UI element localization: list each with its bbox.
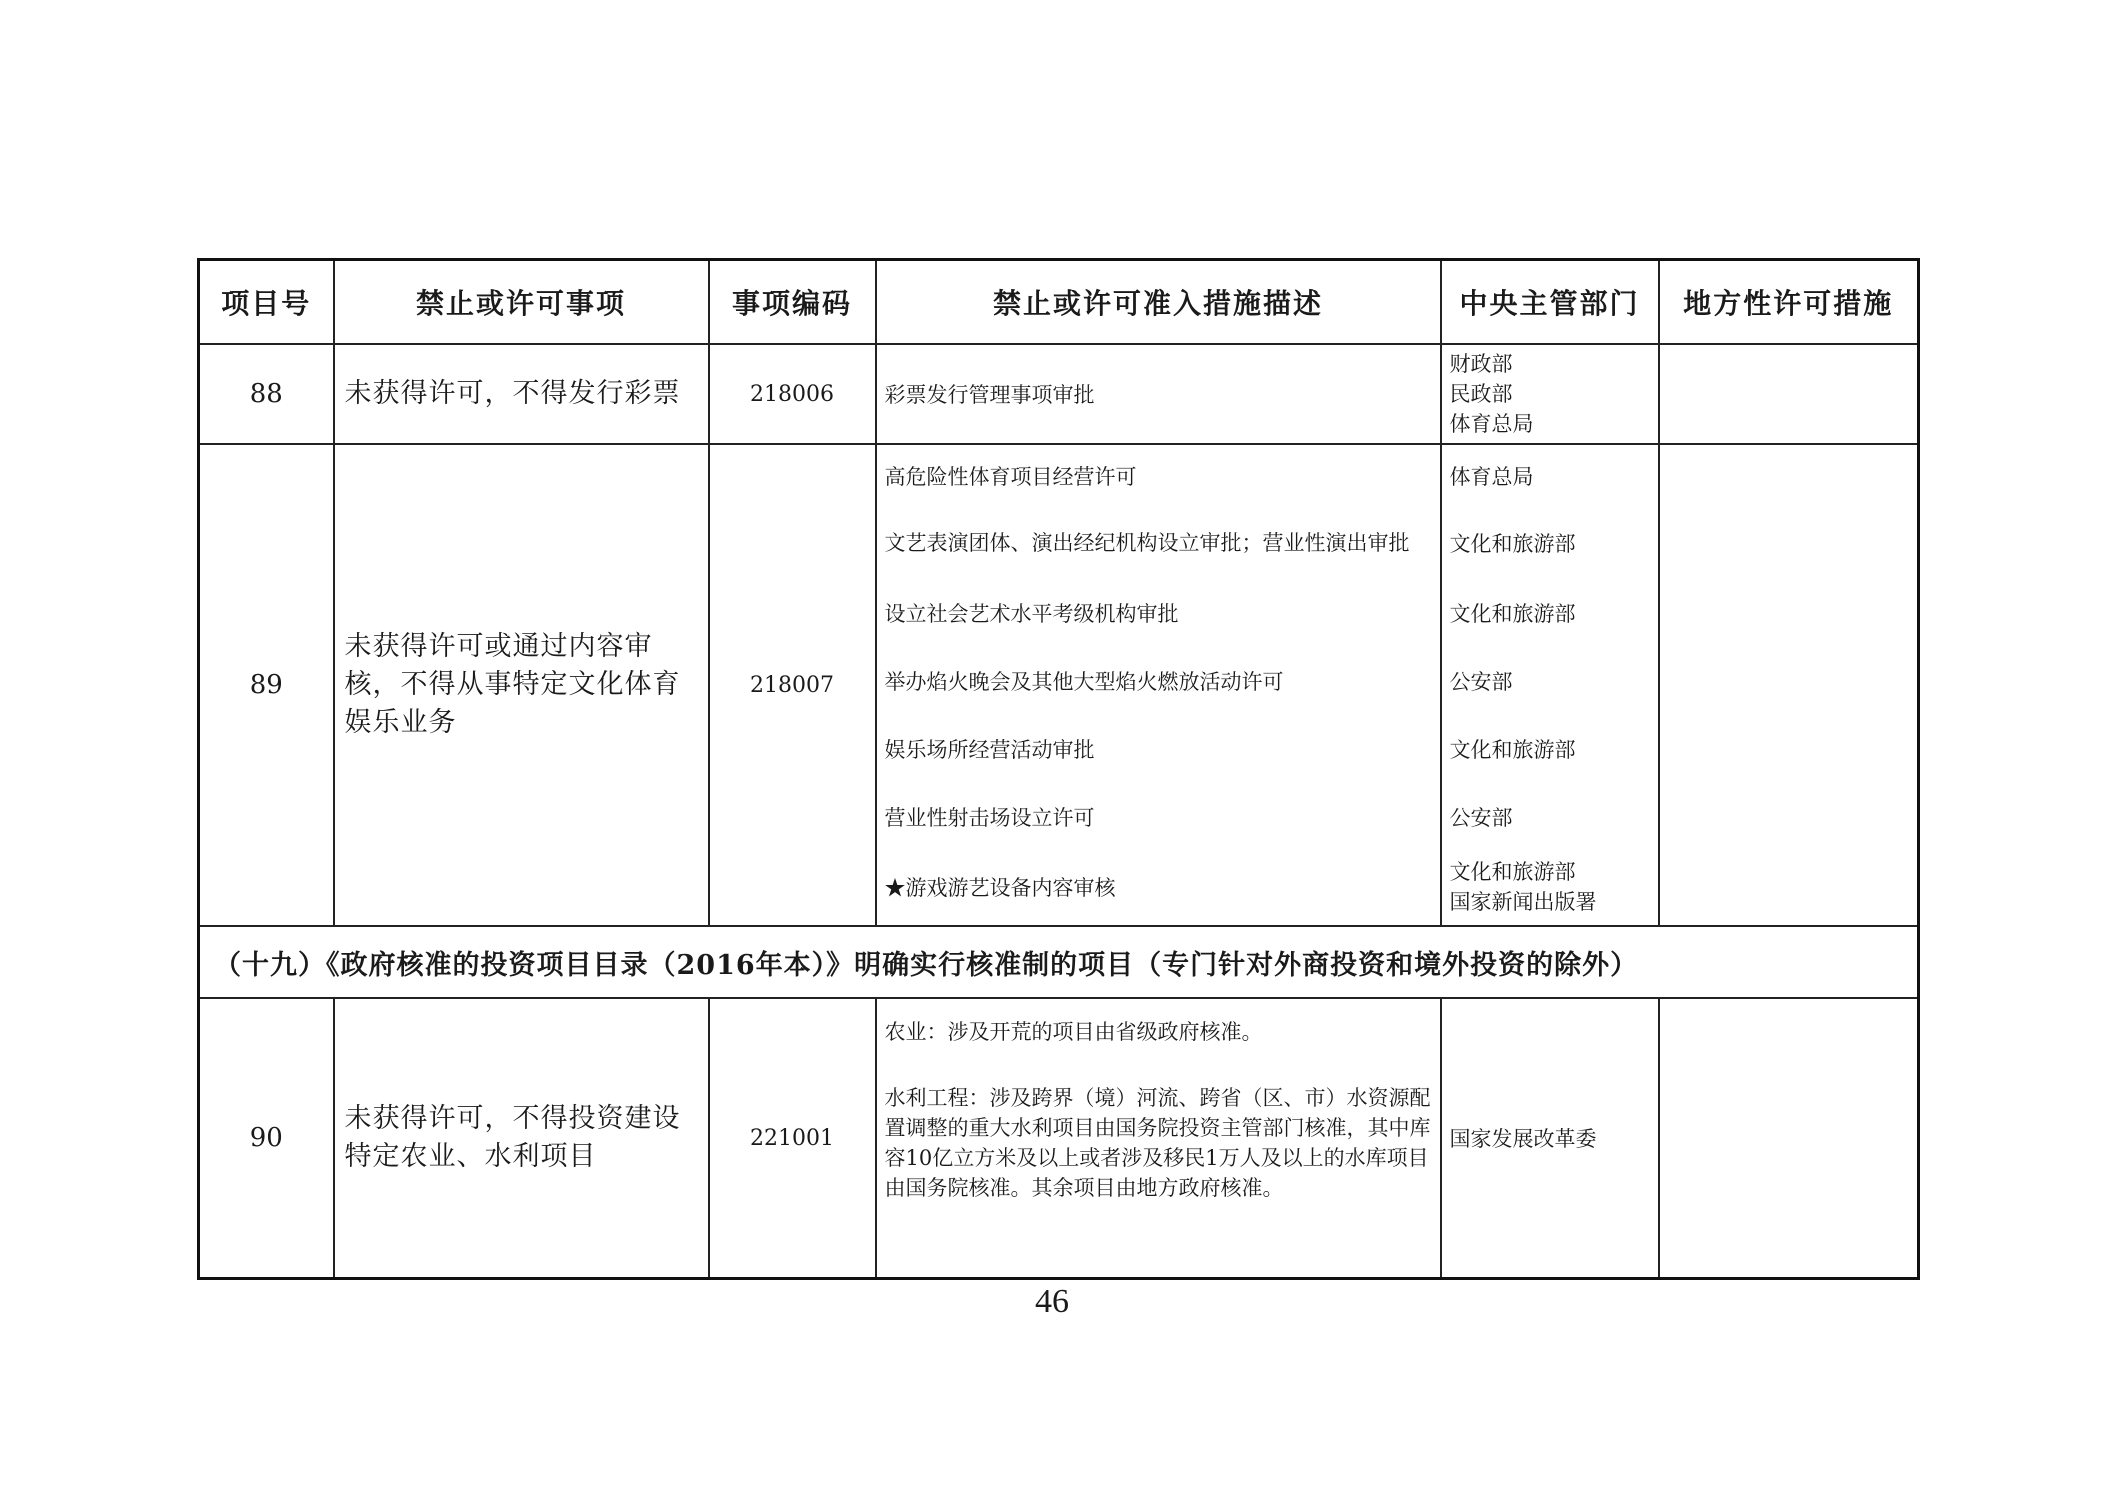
row-code: 218007 (709, 444, 876, 926)
measure-item: 农业：涉及开荒的项目由省级政府核准。 (884, 1020, 1263, 1044)
dept-name: 国家新闻出版署 (1449, 890, 1597, 914)
row-local-measures (1659, 344, 1919, 444)
measure-item: 设立社会艺术水平考级机构审批 (884, 602, 1179, 626)
dept-name: 体育总局 (1449, 412, 1534, 436)
dept-name: 文化和旅游部 (1449, 738, 1576, 762)
row-local-measures (1659, 444, 1919, 926)
row-number: 89 (199, 444, 334, 926)
row-code: 221001 (709, 998, 876, 1279)
table-row (199, 998, 1919, 1279)
section-row (199, 926, 1919, 998)
row-item: 未获得许可或通过内容审核，不得从事特定文化体育娱乐业务 (334, 444, 709, 926)
row-central-dept: 国家发展改革委 (1441, 998, 1659, 1279)
dept-name: 财政部 (1449, 352, 1513, 376)
measure-item: 举办焰火晚会及其他大型焰火燃放活动许可 (884, 670, 1284, 694)
page-number: 46 (1035, 1283, 1069, 1320)
row-code: 218006 (709, 344, 876, 444)
row-central-dept (1441, 344, 1659, 444)
measure-item: 娱乐场所经营活动审批 (884, 738, 1095, 762)
header-local-measures: 地方性许可措施 (1659, 260, 1919, 345)
permit-table (197, 258, 1920, 1280)
dept-name: 文化和旅游部 (1449, 860, 1576, 884)
header-description: 禁止或许可准入措施描述 (876, 260, 1441, 345)
dept-name: 公安部 (1449, 806, 1513, 830)
dept-name: 文化和旅游部 (1449, 532, 1576, 556)
row-description (876, 444, 1441, 926)
dept-name: 体育总局 (1449, 465, 1534, 489)
header-code: 事项编码 (709, 260, 876, 345)
row-number: 88 (199, 344, 334, 444)
row-central-dept (1441, 444, 1659, 926)
row-description: 彩票发行管理事项审批 (876, 344, 1441, 444)
dept-group (1450, 851, 1650, 923)
section-title: （十九）《政府核准的投资项目目录（2016年本）》明确实行核准制的项目（专门针对外商投资和境外投资的除外） (199, 926, 1919, 998)
row-item: 未获得许可，不得投资建设特定农业、水利项目 (334, 998, 709, 1279)
header-row (199, 260, 1919, 345)
measure-item: 水利工程：涉及跨界（境）河流、跨省（区、市）水资源配置调整的重大水利项目由国务院投资主管部门核准，其中库容10亿立方米及以上或者涉及移民1万人及以上的水库项目由国务院核准。其余项目由地方政府核准。 (884, 1086, 1431, 1200)
measure-item: ★游戏游艺设备内容审核 (884, 876, 1116, 900)
dept-name: 民政部 (1449, 382, 1513, 406)
row-number: 90 (199, 998, 334, 1279)
header-item-no: 项目号 (199, 260, 334, 345)
measure-item: 高危险性体育项目经营许可 (884, 465, 1137, 489)
measure-item: 文艺表演团体、演出经纪机构设立审批；营业性演出审批 (884, 531, 1410, 555)
row-description (876, 998, 1441, 1279)
row-item: 未获得许可，不得发行彩票 (334, 344, 709, 444)
dept-name: 文化和旅游部 (1449, 602, 1576, 626)
table-row (199, 344, 1919, 444)
header-central-dept: 中央主管部门 (1441, 260, 1659, 345)
table-row (199, 444, 1919, 926)
header-item: 禁止或许可事项 (334, 260, 709, 345)
dept-name: 公安部 (1449, 670, 1513, 694)
measure-item: 营业性射击场设立许可 (884, 806, 1095, 830)
row-local-measures (1659, 998, 1919, 1279)
